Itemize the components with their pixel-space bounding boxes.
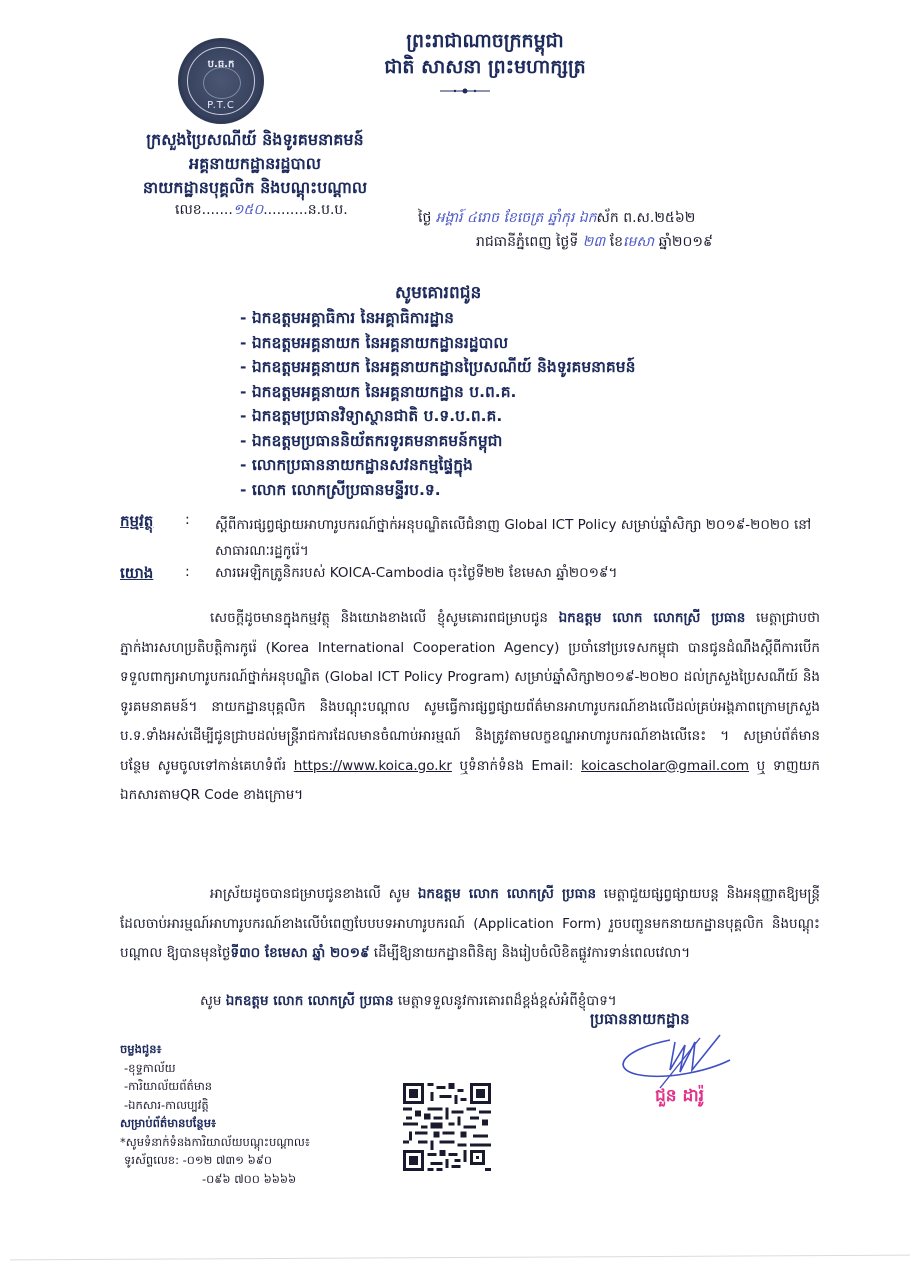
signature-icon bbox=[600, 1030, 760, 1090]
logo-top-text: ប.ធ.ក bbox=[207, 59, 235, 70]
ministry-logo bbox=[178, 38, 264, 124]
ornament-divider-icon bbox=[440, 86, 490, 96]
closing-addressee-bold: ឯកឧត្តម លោក លោកស្រី ប្រធាន bbox=[225, 993, 394, 1009]
recipient-item: - លោក លោកស្រីប្រធានមន្ទីរប.ទ. bbox=[240, 480, 441, 499]
p1-text-a: សេចក្តីដូចមានក្នុងកម្មវត្ថុ និងយោងខាងលើ ខ្ញុំសូមគោរពជម្រាបជូន bbox=[210, 610, 559, 626]
phone-number-1: -០១២ ៧៣១ ៦៩០ bbox=[182, 1153, 273, 1167]
reference-colon: : bbox=[185, 564, 190, 580]
ref-prefix: លេខ....... bbox=[175, 202, 233, 218]
recipient-item: - ឯកឧត្តមអគ្គាធិការ នៃអគ្គាធិការដ្ឋាន bbox=[240, 309, 455, 327]
closing-line bbox=[200, 992, 617, 1012]
signatory-name: ជួន ដារ៉ូ bbox=[655, 1086, 705, 1106]
reference-label: យោង bbox=[120, 564, 154, 582]
lunar-prefix: ថ្ងៃ bbox=[418, 210, 432, 226]
recipient-item: - ឯកឧត្តមអគ្គនាយក នៃអគ្គនាយកដ្ឋាន ប.ព.គ. bbox=[240, 382, 517, 401]
solar-date bbox=[476, 232, 713, 253]
deadline-bold: ទី៣០ ខែមេសា ឆ្នាំ ២០១៩ bbox=[230, 945, 370, 961]
cc-item: -ខុទ្ទកាល័យ bbox=[124, 1060, 176, 1075]
reference-text: សារអេឡិកត្រូនិករបស់ KOICA-Cambodia ចុះថ្ងៃទី២២ ខែមេសា ឆ្នាំ២០១៩។ bbox=[215, 565, 618, 581]
closing-text-a: សូម bbox=[200, 993, 226, 1009]
koica-website-link[interactable]: https://www.koica.go.kr bbox=[293, 757, 452, 774]
scan-edge-divider bbox=[10, 1255, 910, 1261]
body-paragraph-1 bbox=[120, 604, 820, 811]
p2-text-c: ដើម្បីឱ្យនាយកដ្ឋានពិនិត្យ និងរៀបចំលិខិតផ្លូវការទាន់ពេលវេលា។ bbox=[369, 945, 691, 961]
recipient-item: - ឯកឧត្តមប្រធាននិយ័តករទូរគមនាគមន៍កម្ពុជា bbox=[240, 431, 503, 450]
p1-text-b: មេត្តាជ្រាបថា ភ្នាក់ងារសហប្រតិបត្តិការកូរ៉េ (Korea International Cooperation Agency) ប្រចាំនៅប្រទេសកម្ពុជា បានជូនដំណឹងស្តីពីការបើកទទួលពាក្យអាហារូបករណ៍ថ្នាក់អនុបណ្ឌិត (Global ICT Policy Program) សម្រាប់ឆ្នាំសិក្សា២០១៩-២០២០ ដល់ក្រសួងប្រៃសណីយ៍ និងទូរគមនាគមន៍។ នាយកដ្ឋានបុគ្គលិក និងបណ្តុះបណ្តាល សូមធ្វើការផ្សព្វផ្សាយព័ត៌មានអាហារូបករណ៍ខាងលើដល់គ្រប់អង្គភាពក្រោមក្រសួង ប.ទ.ទាំងអស់ដើម្បីជូនជ្រាបដល់មន្ត្រីរាជការដែលមានចំណាប់អារម្មណ៍ និងត្រូវតាមលក្ខខណ្ឌអាហារូបករណ៍ខាងលើនេះ ។ សម្រាប់ព័ត៌មានបន្ថែម សូមចូលទៅកាន់គេហទំព័រ bbox=[120, 610, 820, 774]
ministry-name: ក្រសួងប្រៃសណីយ៍ និងទូរគមនាគមន៍ bbox=[146, 130, 364, 149]
salutation: សូមគោរពជូន bbox=[395, 283, 482, 303]
lunar-handwritten: អង្គារ៍ ៤រោច ខែចេត្រ ឆ្នាំកុរ ឯក bbox=[435, 210, 597, 226]
ministry-block bbox=[120, 128, 390, 200]
p2-text-b: មេត្តាជួយផ្សព្វផ្សាយបន្ត និងអនុញ្ញាតឱ្យមន្ត្រីដែលចាប់អារម្មណ៍អាហារូបករណ៍ខាងលើបំពេញបែបបទអាហារូបករណ៍ (Application Form) រួចបញ្ជូនមកនាយកដ្ឋានបុគ្គលិក និងបណ្តុះបណ្តាល ឱ្យបានមុនថ្ងៃ bbox=[120, 886, 820, 961]
cc-block bbox=[120, 1040, 310, 1188]
p1-text-d: ឬ ទាញយកឯកសារតាមQR Code ខាងក្រោម។ bbox=[120, 757, 820, 803]
subject-text: ស្តីពីការផ្សព្វផ្សាយអាហារូបករណ៍ថ្នាក់អនុបណ្ឌិតលើជំនាញ Global ICT Policy សម្រាប់ឆ្នាំសិក្សា ២០១៩-២០២០ នៅសាធារណៈរដ្ឋកូរ៉េ។ bbox=[215, 517, 812, 559]
recipient-list bbox=[240, 306, 635, 502]
reference-number bbox=[175, 200, 348, 221]
logo-bottom-text: P.T.C bbox=[207, 100, 235, 111]
recipient-item: - ឯកឧត្តមអគ្គនាយក នៃអគ្គនាយកដ្ឋានប្រៃសណីយ៍ និងទូរគមនាគមន៍ bbox=[240, 358, 636, 376]
closing-text-b: មេត្តាទទួលនូវការគោរពដ៏ខ្ពង់ខ្ពស់អំពីខ្ញុំបាទ។ bbox=[393, 993, 617, 1009]
kingdom-header bbox=[320, 28, 650, 80]
cc-item: -ការិយាល័យព័ត៌មាន bbox=[124, 1079, 213, 1093]
phone-line-1 bbox=[120, 1151, 310, 1170]
qr-code-icon[interactable] bbox=[403, 1083, 491, 1171]
subject-colon: : bbox=[185, 512, 190, 528]
lunar-date bbox=[418, 208, 695, 229]
ref-number-handwritten: ១៥០ bbox=[232, 202, 264, 218]
solar-year: ឆ្នាំ២០១៩ bbox=[658, 234, 713, 250]
cc-heading: ចម្លងជូន៖ bbox=[120, 1042, 162, 1056]
kingdom-line2: ជាតិ សាសនា ព្រះមហាក្សត្រ bbox=[384, 56, 586, 78]
p2-addressee-bold: ឯកឧត្តម លោក លោកស្រី ប្រធាន bbox=[417, 886, 597, 902]
recipient-item: - លោកប្រធាននាយកដ្ឋានសវនកម្មផ្ទៃក្នុង bbox=[240, 456, 473, 474]
solar-month: មេសា bbox=[623, 234, 655, 250]
recipient-item: - ឯកឧត្តមប្រធានវិទ្យាស្ថានជាតិ ប.ទ.ប.ព.គ. bbox=[240, 407, 503, 425]
more-info-heading: សម្រាប់ព័ត៌មានបន្ថែម៖ bbox=[120, 1116, 217, 1130]
ref-suffix: ..........ន.ប.ប. bbox=[263, 202, 348, 218]
p1-text-c: ឬទំនាក់ទំនង Email: bbox=[451, 757, 582, 774]
contact-line: *សូមទំនាក់ទំនងការិយាល័យបណ្តុះបណ្តាល៖ bbox=[120, 1134, 310, 1149]
koica-email-link[interactable]: koicascholar@gmail.com bbox=[581, 757, 750, 774]
signatory-title: ប្រធាននាយកដ្ឋាន bbox=[590, 1010, 690, 1028]
general-department: អគ្គនាយកដ្ឋានរដ្ឋបាល bbox=[188, 154, 322, 173]
recipient-item: - ឯកឧត្តមអគ្គនាយក នៃអគ្គនាយកដ្ឋានរដ្ឋបាល bbox=[240, 333, 509, 352]
lunar-suffix: ស័ក ព.ស.២៥៦២ bbox=[596, 210, 696, 226]
phone-number-2: -០៩៦ ៧០០ ៦៦៦៦ bbox=[202, 1171, 297, 1186]
solar-day: ២៣ bbox=[582, 234, 606, 250]
solar-month-label: ខែ bbox=[609, 234, 624, 250]
cc-item: -ឯកសារ-កាលប្បវត្តិ bbox=[124, 1097, 209, 1112]
phone-label: ទូរស័ព្ទលេខ: bbox=[124, 1153, 179, 1167]
body-paragraph-2 bbox=[120, 880, 820, 969]
p1-addressee-bold: ឯកឧត្តម លោក លោកស្រី ប្រធាន bbox=[558, 610, 746, 626]
p2-text-a: អាស្រ័យដូចបានជម្រាបជូនខាងលើ សូម bbox=[210, 886, 418, 902]
solar-prefix: រាជធានីភ្នំពេញ ថ្ងៃទី bbox=[476, 234, 579, 250]
kingdom-line1: ព្រះរាជាណាចក្រកម្ពុជា bbox=[406, 30, 564, 52]
subject-label: កម្មវត្ថុ bbox=[120, 512, 154, 530]
department-name: នាយកដ្ឋានបុគ្គលិក និងបណ្តុះបណ្តាល bbox=[142, 178, 368, 197]
